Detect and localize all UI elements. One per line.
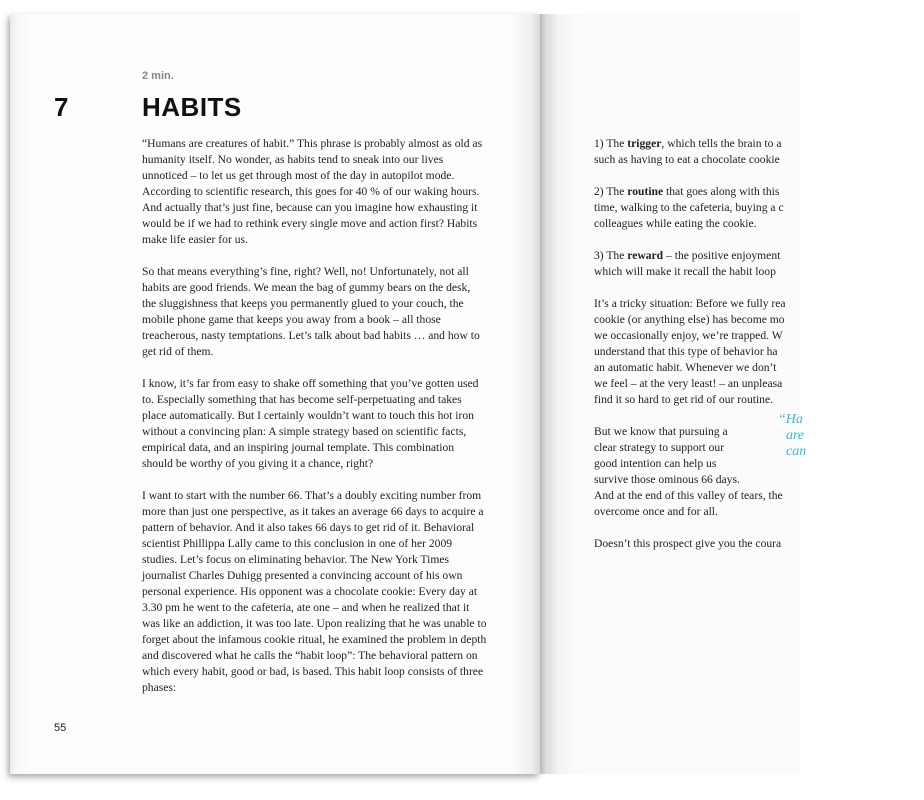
pull-quote-line: can [786,444,807,459]
reading-time: 2 min. [142,70,174,82]
term-trigger: trigger [627,137,662,150]
open-book [10,14,807,774]
paragraph: So that means everything’s fine, right? Well, no! Unfortunately, not all habits are good friends. We mean the bag of gummy bears on the desk, the sluggishness that keeps you permanently glued to your couch, the mobile phone game that keeps you away from a book – all those treacherous, nasty temptations. Let’s talk about bad habits … and how to get rid of them. [142,265,480,358]
chapter-number: 7 [54,92,69,122]
term-reward: reward [627,249,664,262]
phase-trigger: 1) The trigger, which tells the brain to a such as having to eat a chocolate cookie [594,137,782,166]
chapter-title: HABITS [142,92,242,122]
pull-quote [778,412,806,460]
paragraph: I want to start with the number 66. That’s a doubly exciting number from more than just one perspective, as it takes an average 66 days to acquire a pattern of behavior. And it also takes 66 days to get rid of it. Behavioral scientist Phillippa Lally came to this conclusion in one of her 2009 studies. Let’s focus on eliminating behavior. The New York Times journalist Charles Duhigg presented a convincing account of his own personal experience. His opponent was a chocolate cookie: Every day at 3.30 pm he went to the cafeteria, ate one – and when he realized that it was like an addiction, it was too late. Upon realizing that he was unable to forget about the infamous cookie ritual, he examined the problem in depth and discovered what he calls the “habit loop”: The behavioral pattern on which every habit, good or bad, is based. This habit loop consists of three phases: [142,489,487,694]
paragraph-prospect: Doesn’t this prospect give you the coura [594,537,782,550]
left-page [10,14,540,774]
page-number: 55 [54,722,67,734]
body-text-left [142,136,487,712]
right-page [548,14,807,774]
phase-routine: 2) The routine that goes along with this time, walking to the cafeteria, buying a c colleagues while eating the cookie. [594,185,784,230]
phase-reward: 3) The reward – the positive enjoyment which will make it recall the habit loop [594,249,781,278]
pull-quote-line: are [786,428,805,443]
paragraph-tricky-situation: It’s a tricky situation: Before we fully rea cookie (or anything else) has become mo we occasionally enjoy, we’re trapped. W understand that this type of behavior ha an automatic habit. Whenever we don’t we feel – at the very least! – an unpleasa find it so hard to get rid of our routine. [594,297,786,406]
paragraph: I know, it’s far from easy to shake off something that you’ve gotten used to. Especially something that has become self-perpetuating and takes place automatically. But I certainly wouldn’t want to touch this hot iron without a convincing plan: A simple strategy based on scientific facts, empirical data, and an inspiring journal template. This combination should be worthy of you giving it a chance, right? [142,377,479,470]
pull-quote-line: “Ha [778,412,803,427]
body-text-right [594,136,924,568]
book-gutter [540,14,548,774]
paragraph-strategy: But we know that pursuing a clear strategy to support our good intention can help us survive those ominous 66 days. And at the end of this valley of tears, the overcome once and for all. [594,425,783,518]
paragraph: “Humans are creatures of habit.” This phrase is probably almost as old as humanity itself. No wonder, as habits tend to sneak into our lives unnoticed – to let us get through most of the day in autopilot mode. According to scientific research, this goes for 40 % of our waking hours. And actually that’s just fine, because can you imagine how exhausting it would be if we had to rethink every single move and action first? Habits make life easier for us. [142,137,483,246]
term-routine: routine [627,185,664,198]
